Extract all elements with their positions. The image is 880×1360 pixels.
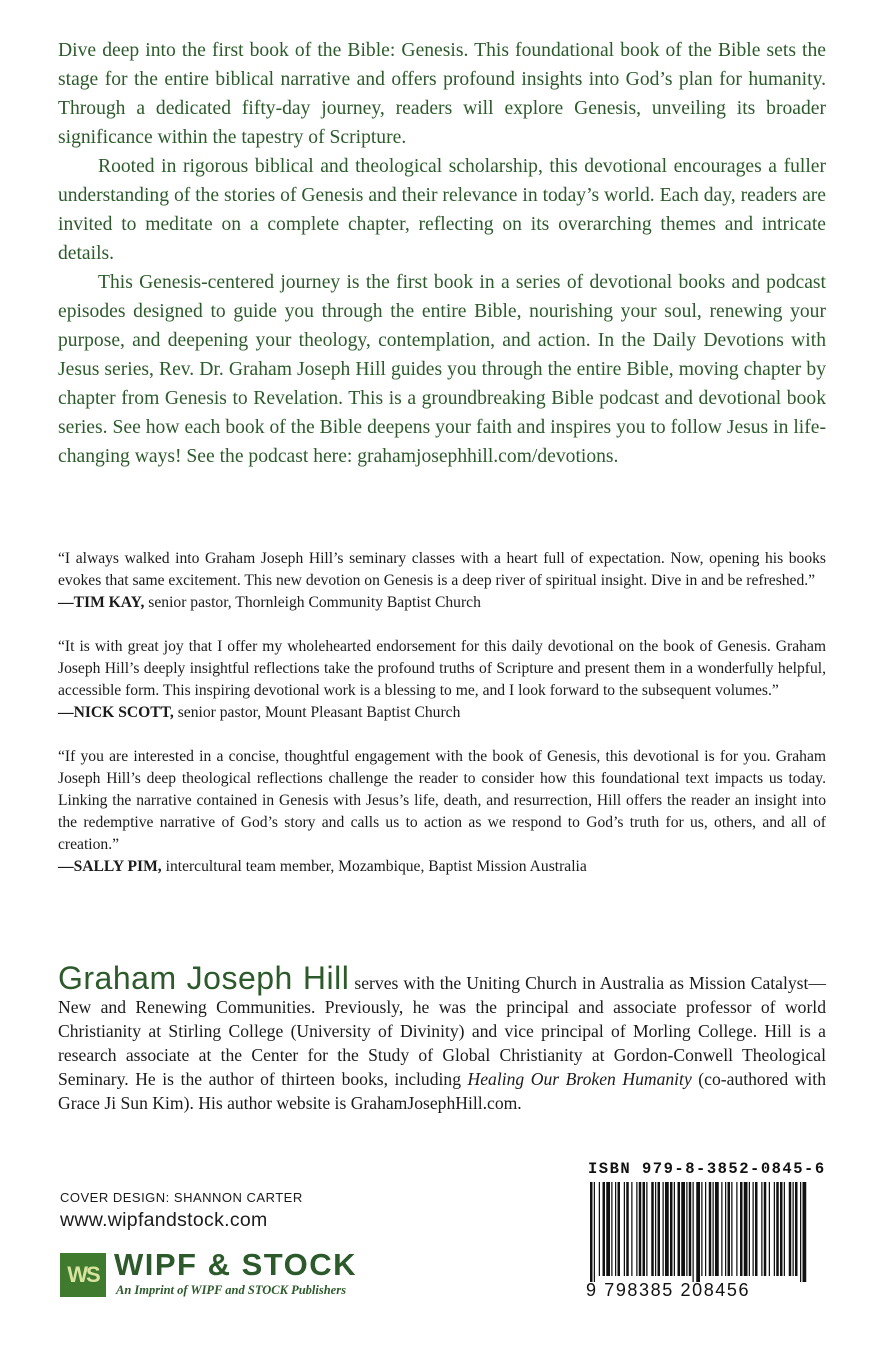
endorsement-text: “I always walked into Graham Joseph Hill’s seminary classes with a heart full of expectation. Now, opening his books evokes that same excitement. This new devotion on Genesis is a deep river of spiritual insight. Dive in and be refreshed.”	[58, 550, 826, 589]
endorser-name: —TIM KAY,	[58, 594, 145, 611]
endorsement-sally-pim	[58, 746, 826, 878]
endorsement-tim-kay	[58, 548, 826, 614]
barcode-bar	[636, 1182, 637, 1276]
endorsement-attribution	[58, 702, 826, 724]
barcode-bar	[709, 1182, 712, 1276]
barcode-bar	[721, 1182, 722, 1276]
endorsement-attribution	[58, 592, 826, 614]
barcode-bar	[611, 1182, 612, 1276]
author-name: Graham Joseph Hill	[58, 960, 350, 996]
barcode-bar	[725, 1182, 726, 1276]
barcode-bar	[740, 1182, 743, 1276]
barcode-bar	[800, 1182, 801, 1282]
endorser-role: senior pastor, Mount Pleasant Baptist Church	[177, 704, 461, 721]
barcode-digits: 9 798385 208456	[586, 1280, 751, 1300]
barcode-bar	[774, 1182, 775, 1276]
endorsements	[58, 548, 826, 900]
description-blurb	[58, 36, 826, 471]
barcode-bar	[744, 1182, 748, 1276]
barcode-bar	[755, 1182, 758, 1276]
barcode-bar	[728, 1182, 731, 1276]
barcode-bar	[736, 1182, 737, 1276]
barcode-bar	[651, 1182, 654, 1276]
barcode-bar	[678, 1182, 681, 1276]
barcode-bar	[764, 1182, 767, 1276]
publisher-logo-icon: WS	[60, 1253, 106, 1297]
barcode-bar	[643, 1182, 646, 1276]
publisher-website: www.wipfandstock.com	[60, 1209, 268, 1231]
barcode-bar	[681, 1182, 685, 1276]
barcode-bar	[670, 1182, 673, 1276]
endorsement-text: “If you are interested in a concise, thoughtful engagement with the book of Genesis, this devotional is for you. Graham Joseph Hill’s deep theological reflections challenge the reader to consider how this foundational text impacts us today. Linking the narrative contained in Genesis with Jesus’s life, death, and resurrection, Hill offers the reader an insight into the redemptive narrative of God’s story and calls us to action as we respond to God’s truth for us, others, and all of creation.”	[58, 748, 826, 853]
cover-design-credit: COVER DESIGN: SHANNON CARTER	[60, 1190, 303, 1205]
barcode-bar	[789, 1182, 792, 1276]
barcode-bar	[689, 1182, 692, 1276]
publisher-imprint: An Imprint of WIPF and STOCK Publishers	[116, 1283, 346, 1297]
barcode-bar	[606, 1182, 610, 1276]
barcode-bar	[624, 1182, 625, 1276]
blurb-paragraph-2: Rooted in rigorous biblical and theological scholarship, this devotional encourages a fuller understanding of the stories of Genesis and their relevance in today’s world. Each day, readers are invited to meditate on a complete chapter, reflecting on its overarching themes and intricate details.	[58, 156, 826, 264]
barcode-bar	[793, 1182, 794, 1276]
endorser-role: senior pastor, Thornleigh Community Baptist Church	[148, 594, 481, 611]
barcode-bar	[590, 1182, 593, 1282]
barcode-bar	[686, 1182, 687, 1276]
barcode-bar	[665, 1182, 669, 1276]
barcode-bar	[639, 1182, 642, 1276]
endorser-name: —NICK SCOTT,	[58, 704, 174, 721]
endorser-name: —SALLY PIM,	[58, 858, 162, 875]
endorsement-attribution	[58, 856, 826, 878]
barcode-bar	[769, 1182, 770, 1276]
barcode-bar	[618, 1182, 621, 1276]
barcode-bar	[599, 1182, 600, 1276]
barcode-bar	[776, 1182, 779, 1276]
isbn-label: ISBN 979-8-3852-0845-6	[588, 1160, 826, 1178]
barcode-bar	[749, 1182, 750, 1276]
barcode-bar	[705, 1182, 706, 1276]
blurb-paragraph-1: Dive deep into the first book of the Bible: Genesis. This foundational book of the Bible sets the stage for the entire biblical narrative and offers profound insights into God’s plan for humanity. Through a dedicated fifty-day journey, readers will explore Genesis, unveiling its broader significance within the tapestry of Scripture.	[58, 40, 826, 148]
barcode-bar	[626, 1182, 629, 1276]
barcode-bar	[761, 1182, 762, 1276]
barcode-bar	[713, 1182, 714, 1276]
barcode-bar	[646, 1182, 647, 1276]
endorsement-nick-scott	[58, 636, 826, 724]
barcode-bar	[696, 1182, 700, 1282]
barcode-bar	[780, 1182, 783, 1276]
barcode-bar	[753, 1182, 754, 1276]
barcode-bar	[701, 1182, 702, 1276]
barcode-bar	[631, 1182, 632, 1276]
barcode-bar	[715, 1182, 719, 1276]
barcode-bar	[655, 1182, 656, 1276]
endorsement-text: “It is with great joy that I offer my wholehearted endorsement for this daily devotional on the book of Genesis. Graham Joseph Hill’s deeply insightful reflections take the profound truths of Scripture and present them in a wonderfully helpful, accessible form. This inspiring devotional work is a blessing to me, and I look forward to the subsequent volumes.”	[58, 638, 826, 699]
barcode-bar	[615, 1182, 616, 1276]
barcode-bar	[663, 1182, 664, 1276]
barcode-bar	[594, 1182, 595, 1282]
barcode-bar	[731, 1182, 732, 1276]
bio-text: serves with the Uniting Church in Australia as Mission Catalyst—New and Renewing Communities. Previously, he was the principal and associate professor of world Christianity at Stirling College (University of Divinity) and vice principal of Morling College. Hill is a research associate at the Center for the Study of Global Christianity at Gordon-Conwell Theological Seminary. He is the author of thirteen books, including	[58, 973, 827, 1089]
barcode-icon	[586, 1182, 808, 1282]
barcode-bar	[603, 1182, 606, 1276]
bio-text-end: (co-authored with Grace Ji Sun Kim). His author website is GrahamJosephHill.com.	[58, 1069, 826, 1113]
barcode-bar	[803, 1182, 807, 1282]
book-title: Healing Our Broken Humanity	[467, 1069, 692, 1089]
endorser-role: intercultural team member, Mozambique, Baptist Mission Australia	[165, 858, 587, 875]
barcode-bar	[693, 1182, 694, 1282]
barcode-bar	[674, 1182, 675, 1276]
barcode-bar	[658, 1182, 661, 1276]
blurb-paragraph-3: This Genesis-centered journey is the first book in a series of devotional books and podcast episodes designed to guide you through the entire Bible, nourishing your soul, renewing your purpose, and deepening your theology, contemplation, and action. In the Daily Devotions with Jesus series, Rev. Dr. Graham Joseph Hill guides you through the entire Bible, moving chapter by chapter from Genesis to Revelation. This is a groundbreaking Bible podcast and devotional book series. See how each book of the Bible deepens your faith and inspires you to follow Jesus in life-changing ways! See the podcast here: grahamjosephhill.com/devotions.	[58, 272, 826, 467]
publisher-name: WIPF & STOCK	[114, 1247, 358, 1282]
author-bio	[58, 960, 827, 1115]
barcode-bar	[795, 1182, 798, 1276]
barcode-bar	[784, 1182, 785, 1276]
